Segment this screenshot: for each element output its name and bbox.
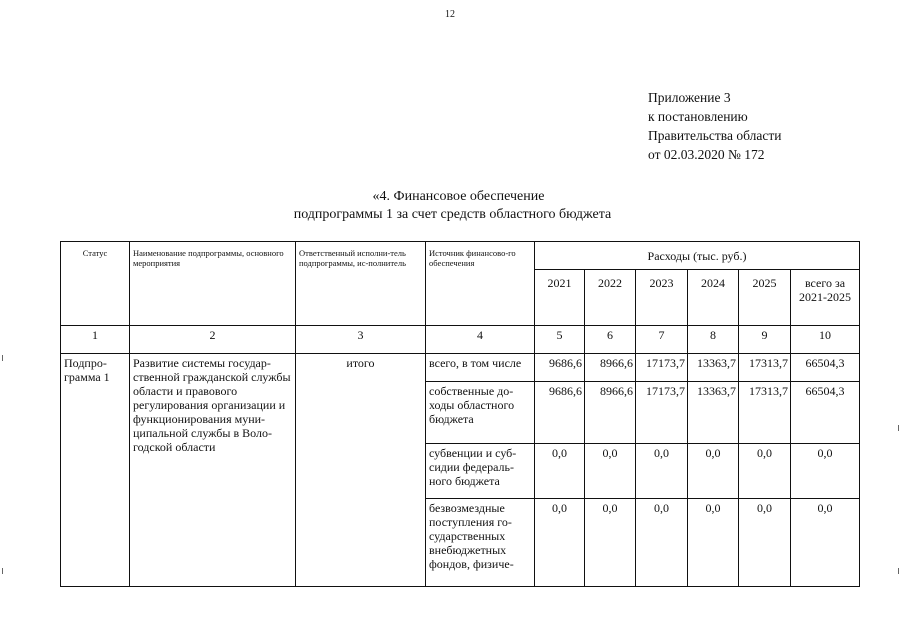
value-cell: 9686,6 (535, 354, 585, 382)
status-cell: Подпро-грамма 1 (61, 354, 130, 587)
document-subtitle (0, 207, 905, 223)
value-cell: 9686,6 (535, 382, 585, 444)
value-cell: 0,0 (535, 499, 585, 587)
value-cell: 13363,7 (688, 382, 739, 444)
value-cell: 17313,7 (739, 382, 791, 444)
column-number: 2 (130, 326, 296, 354)
header-expenses: Расходы (тыс. руб.) (535, 242, 860, 270)
appendix-line: Правительства области (648, 128, 782, 143)
header-year: 2025 (739, 270, 791, 326)
value-cell: 17313,7 (739, 354, 791, 382)
responsible-cell: итого (296, 354, 426, 587)
financing-table (60, 241, 860, 587)
value-cell: 8966,6 (585, 354, 636, 382)
column-number-row (61, 326, 860, 354)
value-cell: 0,0 (791, 444, 860, 499)
header-source: Источник финансово-го обеспечения (426, 242, 535, 326)
title-line: подпрограммы 1 за счет средств областного бюджета (293, 207, 612, 222)
crop-mark (2, 568, 3, 574)
column-number: 3 (296, 326, 426, 354)
value-cell: 0,0 (739, 499, 791, 587)
value-cell: 0,0 (791, 499, 860, 587)
value-cell: 0,0 (535, 444, 585, 499)
title-line: «4. Финансовое обеспечение (372, 189, 545, 204)
column-number: 9 (739, 326, 791, 354)
document-title (0, 189, 905, 205)
value-cell: 0,0 (636, 499, 688, 587)
header-year: 2024 (688, 270, 739, 326)
value-cell: 17173,7 (636, 354, 688, 382)
crop-mark (2, 355, 3, 361)
value-cell: 8966,6 (585, 382, 636, 444)
appendix-line: Приложение 3 (648, 90, 731, 105)
page-number: 12 (445, 9, 455, 20)
value-cell: 0,0 (688, 499, 739, 587)
header-responsible: Ответственный исполни-тель подпрограммы, ис-полнитель (296, 242, 426, 326)
program-name-cell: Развитие системы государ-ственной гражданской службы области и правового регулирования организации и функционирования муни-ципальной службы в Воло-годской области (130, 354, 296, 587)
appendix-block (648, 88, 781, 164)
column-number: 6 (585, 326, 636, 354)
header-year: 2023 (636, 270, 688, 326)
appendix-line: от 02.03.2020 № 172 (648, 147, 765, 162)
value-cell: 0,0 (688, 444, 739, 499)
source-cell: безвозмездные поступления го-сударственных внебюджетных фондов, физиче- (426, 499, 535, 587)
value-cell: 66504,3 (791, 382, 860, 444)
source-cell: субвенции и суб-сидии федераль-ного бюджета (426, 444, 535, 499)
column-number: 10 (791, 326, 860, 354)
header-name: Наименование подпрограммы, основного мероприятия (130, 242, 296, 326)
header-year-total: всего за 2021-2025 (791, 270, 860, 326)
value-cell: 0,0 (636, 444, 688, 499)
value-cell: 0,0 (585, 444, 636, 499)
source-cell: всего, в том числе (426, 354, 535, 382)
column-number: 1 (61, 326, 130, 354)
table-row (61, 354, 860, 382)
header-year: 2021 (535, 270, 585, 326)
value-cell: 13363,7 (688, 354, 739, 382)
column-number: 5 (535, 326, 585, 354)
header-year: 2022 (585, 270, 636, 326)
header-row (61, 242, 860, 270)
column-number: 7 (636, 326, 688, 354)
crop-mark (898, 568, 899, 574)
value-cell: 66504,3 (791, 354, 860, 382)
value-cell: 0,0 (739, 444, 791, 499)
column-number: 4 (426, 326, 535, 354)
appendix-line: к постановлению (648, 109, 748, 124)
value-cell: 17173,7 (636, 382, 688, 444)
value-cell: 0,0 (585, 499, 636, 587)
crop-mark (898, 425, 899, 431)
header-status: Статус (61, 242, 130, 326)
column-number: 8 (688, 326, 739, 354)
source-cell: собственные до-ходы областного бюджета (426, 382, 535, 444)
